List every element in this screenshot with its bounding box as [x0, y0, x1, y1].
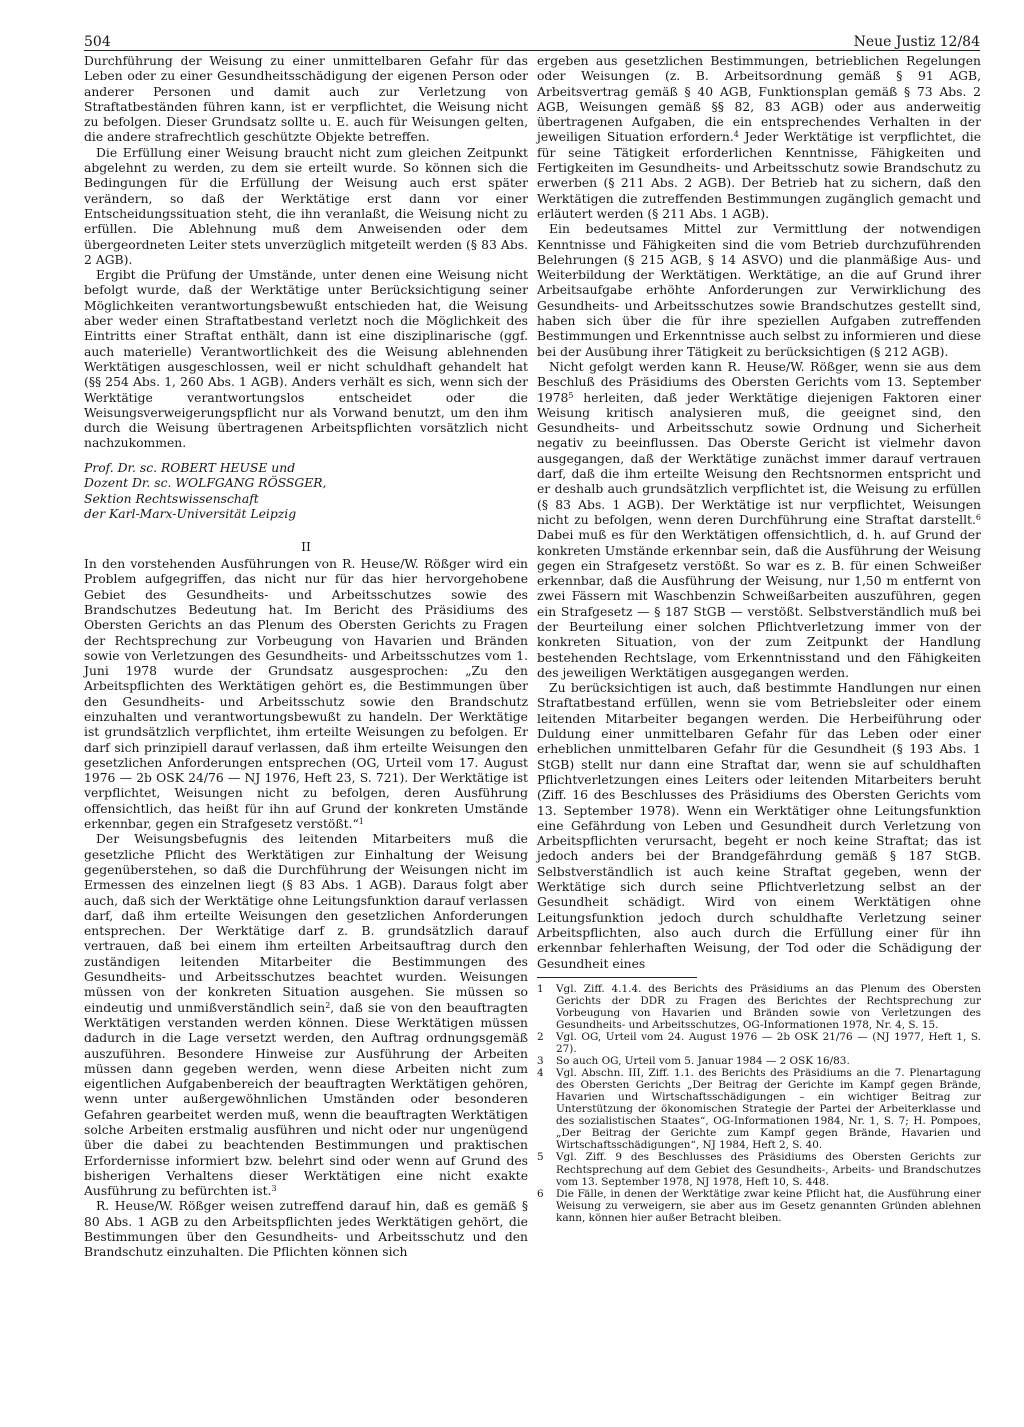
footnote [537, 1031, 981, 1055]
footnote-number: 5 [537, 1151, 544, 1164]
paragraph: Durchführung der Weisung zu einer unmittelbaren Gefahr für das Leben oder zu einer Gesundheitsschädigung der eigenen Person oder anderer Personen und damit auch zur Verletzung von Straftatbeständen führen kann, ist er verpflichtet, die Weisung nicht zu befolgen. Dieser Grundsatz sollte u. E. auch für Weisungen gelten, die andere strafrechtlich geschützte Objekte betreffen. [84, 54, 528, 145]
footnote-text: Vgl. Abschn. III, Ziff. 1.1. des Berichts des Präsidiums an die 7. Plenartagung des Obersten Gerichts „Der Beitrag der Gerichte im Kampf gegen Brände, Havarien und Wirtschaftsschädigungen – ein wichtiger Beitrag zur Unterstützung der ökonomischen Strategie der Partei der Arbeiterklasse und des sozialistischen Staates“, OG-Informationen 1984, Nr. 1, S. 7; H. Pompoes, „Der Beitrag der Gerichte zum Kampf gegen Brände, Havarien und Wirtschaftsschädigungen“, NJ 1984, Heft 2, S. 40. [556, 1067, 981, 1152]
footnote [537, 1067, 981, 1151]
right-column [537, 54, 981, 1224]
footnote-mark: 4 [733, 130, 739, 140]
footnote-rule [537, 977, 697, 978]
footnote-text: Vgl. Ziff. 4.1.4. des Berichts des Präsidiums an das Plenum des Obersten Gerichts der DDR zu Fragen des Berichtes der Rechtsprechung zur Vorbeugung von Havarien und Bränden sowie von Verletzungen des Gesundheits- und Arbeitsschutzes, OG-Informationen 1978, Nr. 4, S. 15. [556, 982, 981, 1031]
paragraph-text: , daß sie von den beauftragten Werktätigen verstanden werden können. Diese Werktätigen müssen dadurch in die Lage versetzt werden, den Auftrag ordnungsgemäß auszuführen. Besondere Hinweise zur Ausführung der Arbeiten müssen dann gegeben werden, wenn diese Arbeiten nicht zum eigentlichen Aufgabenbereich der beauftragten Werktätigen gehören, wenn unter außergewöhnlichen Umständen oder besonderen Gefahren gearbeitet werden muß, wenn die beauftragten Werktätigen solche Arbeiten erstmalig ausführen und nicht oder nur ungenügend über die dabei zu beachtenden Bestimmungen und praktischen Erfordernisse informiert bzw. belehrt sind oder wenn auf Grund des bisherigen Verhaltens dieser Werktätigen eine nicht exakte Ausführung zu befürchten ist. [84, 1000, 528, 1199]
author-affiliation: der Karl-Marx-Universität Leipzig [84, 507, 297, 522]
footnote-text: Vgl. OG, Urteil vom 24. August 1976 — 2b OSK 21/76 — (NJ 1977, Heft 1, S. 27). [556, 1031, 981, 1056]
footnote-text: Die Fälle, in denen der Werktätige zwar keine Pflicht hat, die Ausführung einer Weisung zu verweigern, sie aber aus im Gesetz genannten Gründen ablehnen kann, können hier außer Betracht bleiben. [556, 1187, 981, 1224]
footnote-text: So auch OG, Urteil vom 5. Januar 1984 — 2 OSK 16/83. [556, 1055, 850, 1068]
paragraph [537, 360, 981, 681]
section-numeral: II [301, 539, 311, 554]
footnote-number: 6 [537, 1187, 544, 1200]
footnotes [537, 983, 981, 1224]
footnote [537, 1055, 981, 1067]
author-line: Dozent Dr. sc. WOLFGANG RÖSSGER, [84, 476, 327, 491]
footnote-mark: 3 [271, 1184, 277, 1194]
paragraph-text: Jeder Werktätige ist verpflichtet, die für seine Tätigkeit erforderlichen Kenntnisse, Fähigkeiten und Fertigkeiten im Gesundheits- und Arbeitsschutz sowie Brandschutz zu erwerben (§ 211 Abs. 2 AGB). Der Betrieb hat zu sichern, daß den Werktätigen die zutreffenden Bestimmungen zugänglich gemacht und erläutert werden (§ 211 Abs. 1 AGB). [537, 130, 982, 221]
paragraph: Zu berücksichtigen ist auch, daß bestimmte Handlungen nur einen Straftatbestand erfüllen, wenn sie vom Betriebsleiter oder einem leitenden Mitarbeiter begangen werden. Die Herbeiführung oder Duldung einer unmittelbaren Gefahr für das Leben oder einer erheblichen unmittelbaren Gefahr für die Gesundheit (§ 193 Abs. 1 StGB) stellt nur dann eine Straftat dar, wenn sie auf schuldhaften Pflichtverletzungen eines Leiters oder leitenden Mitarbeiters beruht (Ziff. 16 des Beschlusses des Präsidiums des Obersten Gerichts vom 13. September 1978). Wenn ein Werktätiger ohne Leitungsfunktion eine Gefährdung von Leben und Gesundheit durch Verletzung von Arbeitspflichten verursacht, begeht er noch keine Straftat; das ist jedoch anders bei der Brandgefährdung gemäß § 187 StGB. Selbstverständlich ist auch keine Straftat gegeben, wenn der Werktätige sich durch seine Pflichtverletzung selbst an der Gesundheit schädigt. Wird von einem Werktätigen ohne Leitungsfunktion jedoch durch schuldhafte Verletzung seiner Arbeitspflichten, also auch durch die Erfüllung einer für ihn erkennbar fehlerhaften Weisung, der Tod oder die Schädigung der Gesundheit eines [537, 681, 981, 971]
footnote [537, 1188, 981, 1224]
paragraph-text: Der Weisungsbefugnis des leitenden Mitarbeiters muß die gesetzliche Pflicht des Werktätigen zur Einhaltung der Weisung gegenüberstehen, so daß die Durchführung der Weisungen nicht im Ermessen des einzelnen liegt (§ 83 Abs. 1 AGB). Daraus folgt aber auch, daß sich der Werktätige ohne Leitungsfunktion darauf verlassen darf, daß ihm erteilte Weisungen den gesetzlichen Anforderungen entsprechen. Der Werktätige darf z. B. grundsätzlich darauf vertrauen, daß bei einem ihm erteilten Arbeitsauftrag durch den zuständigen leitenden Mitarbeiter die Bestimmungen des Gesundheits- und Arbeitsschutzes beachtet wurden. Weisungen müssen von der konkreten Situation ausgehen. Sie müssen so eindeutig und unmißverständlich sein [84, 832, 528, 1015]
paragraph [537, 54, 981, 222]
header-rule [84, 50, 980, 51]
paragraph [84, 832, 528, 1199]
footnote [537, 1151, 981, 1187]
author-line: Prof. Dr. sc. ROBERT HEUSE und [84, 460, 296, 475]
paragraph-text: herleiten, daß jeder Werktätige diejenigen Faktoren einer Weisung kritisch analysieren muß, die geeignet sind, den Gesundheits- und Arbeitsschutz sowie Ordnung und Sicherheit negativ zu beeinflussen. Das Oberste Gericht ist vielmehr davon ausgegangen, daß der Werktätige zunächst immer darauf vertrauen darf, daß die ihm erteilte Weisung den Rechtsnormen entspricht und er deshalb auch grundsätzlich verpflichtet ist, die Weisung zu erfüllen (§ 83 Abs. 1 AGB). Der Werktätige ist nur verpflichtet, Weisungen nicht zu befolgen, wenn deren Durchführung eine Straftat darstellt. [537, 390, 981, 527]
page-number: 504 [84, 34, 111, 50]
paragraph: Die Erfüllung einer Weisung braucht nicht zum gleichen Zeitpunkt abgelehnt zu werden, zu dem sie erteilt wurde. So können sich die Bedingungen für die Erfüllung der Weisung auch erst später verändern, so daß der Werktätige erst dann vor einer Entscheidungssituation steht, die ihn veranlaßt, die Weisung nicht zu erfüllen. Die Ablehnung muß dem Anweisenden oder dem übergeordneten Leiter stets unverzüglich mitgeteilt werden (§ 83 Abs. 2 AGB). [84, 145, 528, 267]
paragraph: Ein bedeutsames Mittel zur Vermittlung der notwendigen Kenntnisse und Fähigkeiten sind die vom Betrieb durchzuführenden Belehrungen (§ 215 AGB, § 14 ASVO) und die planmäßige Aus- und Weiterbildung der Werktätigen. Werktätige, an die auf Grund ihrer Arbeitsaufgabe erhöhte Anforderungen zur Verwirklichung des Gesundheits- und Arbeitsschutzes sowie Brandschutzes gestellt sind, haben sich über die für ihre speziellen Aufgaben zutreffenden Bestimmungen und Erkenntnisse auch selbst zu informieren und diese bei der Ausübung ihrer Tätigkeit zu berücksichtigen (§ 212 AGB). [537, 222, 981, 359]
footnote-number: 3 [537, 1055, 544, 1068]
footnote-number: 4 [537, 1067, 544, 1080]
paragraph: Ergibt die Prüfung der Umstände, unter denen eine Weisung nicht befolgt wurde, daß der Werktätige unter Berücksichtigung seiner Möglichkeiten verantwortungsbewußt entschieden hat, die Weisung aber weder einen Straftatbestand verletzt noch die Möglichkeit des Eintritts einer Straftat enthält, dann ist eine disziplinarische (ggf. auch materielle) Verantwortlichkeit des die Weisung ablehnenden Werktätigen ausgeschlossen, weil er nicht schuldhaft gehandelt hat (§§ 254 Abs. 1, 260 Abs. 1 AGB). Anders verhält es sich, wenn sich der Werktätige verantwortungslos entscheidet oder die Weisungsverweigerungspflicht nur als Vorwand benutzt, um den ihm durch die Weisung übertragenen Arbeitspflichten vorsätzlich nicht nachzukommen. [84, 268, 528, 451]
author-signature [84, 461, 528, 523]
paragraph-text: Dabei muß es für den Werktätigen offensichtlich, d. h. auf Grund der konkreten Umstände erkennbar sein, daß die Ausführung der Weisung gegen ein Strafgesetz verstößt. So war es z. B. für einen Schweißer erkennbar, daß die Ausführung der Weisung, nur 1,50 m entfernt von zwei Fässern mit Waschbenzin Schweißarbeiten auszuführen, gegen ein Strafgesetz — § 187 StGB — verstößt. Selbstverständlich muß bei der Beurteilung einer solchen Pflichtverletzung immer von der konkreten Situation, von der zum Zeitpunkt der Handlung bestehenden Rechtslage, vom Erkenntnisstand und den Fähigkeiten des jeweiligen Werktätigen ausgegangen werden. [537, 528, 981, 680]
footnote-text: Vgl. Ziff. 9 des Beschlusses des Präsidiums des Obersten Gerichts zur Rechtsprechung auf dem Gebiet des Gesundheits-, Arbeits- und Brandschutzes vom 13. September 1978, NJ 1978, Heft 10, S. 448. [556, 1151, 981, 1188]
paragraph [84, 557, 528, 832]
paragraph: R. Heuse/W. Rößger weisen zutreffend darauf hin, daß es gemäß § 80 Abs. 1 AGB zu den Arbeitspflichten jedes Werktätigen gehört, die Bestimmungen über den Gesundheits- und Arbeitsschutz und den Brandschutz einzuhalten. Die Pflichten können sich [84, 1199, 528, 1260]
footnote-mark: 1 [358, 817, 364, 827]
journal-issue: Neue Justiz 12/84 [853, 34, 980, 50]
footnote-number: 2 [537, 1031, 544, 1043]
footnote-mark: 2 [325, 1000, 331, 1010]
left-column [84, 54, 528, 1261]
paragraph-text: Nicht gefolgt werden kann R. Heuse/W. Rößger, wenn sie aus dem Beschluß des Präsidiums des Obersten Gerichts vom 13. September 1978 [537, 359, 981, 405]
author-affiliation: Sektion Rechtswissenschaft [84, 491, 259, 506]
footnote [537, 983, 981, 1031]
footnote-mark: 6 [975, 512, 981, 522]
footnote-mark: 5 [568, 390, 574, 400]
footnote-number: 1 [537, 982, 544, 995]
paragraph-text: ergeben aus gesetzlichen Bestimmungen, betrieblichen Regelungen oder Weisungen (z. B. Arbeitsordnung gemäß § 91 AGB, Arbeitsvertrag gemäß § 40 AGB, Funktionsplan gemäß § 73 Abs. 2 AGB, Weisungen gemäß §§ 82, 83 AGB) oder aus anderweitig übertragenen Aufgaben, die ein entsprechendes Verhalten in der jeweiligen Situation erfordern. [537, 54, 981, 145]
paragraph-text: In den vorstehenden Ausführungen von R. Heuse/W. Rößger wird ein Problem aufgegriffen, das nicht nur für das hier hervorgehobene Gebiet des Gesundheits- und Arbeitsschutzes sowie des Brandschutzes Bedeutung hat. Im Bericht des Präsidiums des Obersten Gerichts an das Plenum des Obersten Gerichts zu Fragen der Rechtsprechung zur Vorbeugung von Havarien und Bränden sowie von Verletzungen des Gesundheits- und Arbeitsschutzes vom 1. Juni 1978 wurde der Grundsatz ausgesprochen: „Zu den Arbeitspflichten des Werktätigen gehört es, die Bestimmungen über den Gesundheits- und Arbeitsschutz sowie den Brandschutz einzuhalten und verantwortungsbewußt zu handeln. Der Werktätige ist grundsätzlich verpflichtet, ihm erteilte Weisungen zu befolgen. Er darf sich prinzipiell darauf verlassen, daß ihm erteilte Weisungen den gesetzlichen Anforderungen entsprechen (OG, Urteil vom 17. August 1976 — 2b OSK 24/76 — NJ 1976, Heft 23, S. 721). Der Werktätige ist verpflichtet, Weisungen nicht zu befolgen, deren Ausführung offensichtlich, das heißt für ihn auf Grund der konkreten Umstände erkennbar, gegen ein Strafgesetz verstößt.“ [84, 557, 528, 832]
